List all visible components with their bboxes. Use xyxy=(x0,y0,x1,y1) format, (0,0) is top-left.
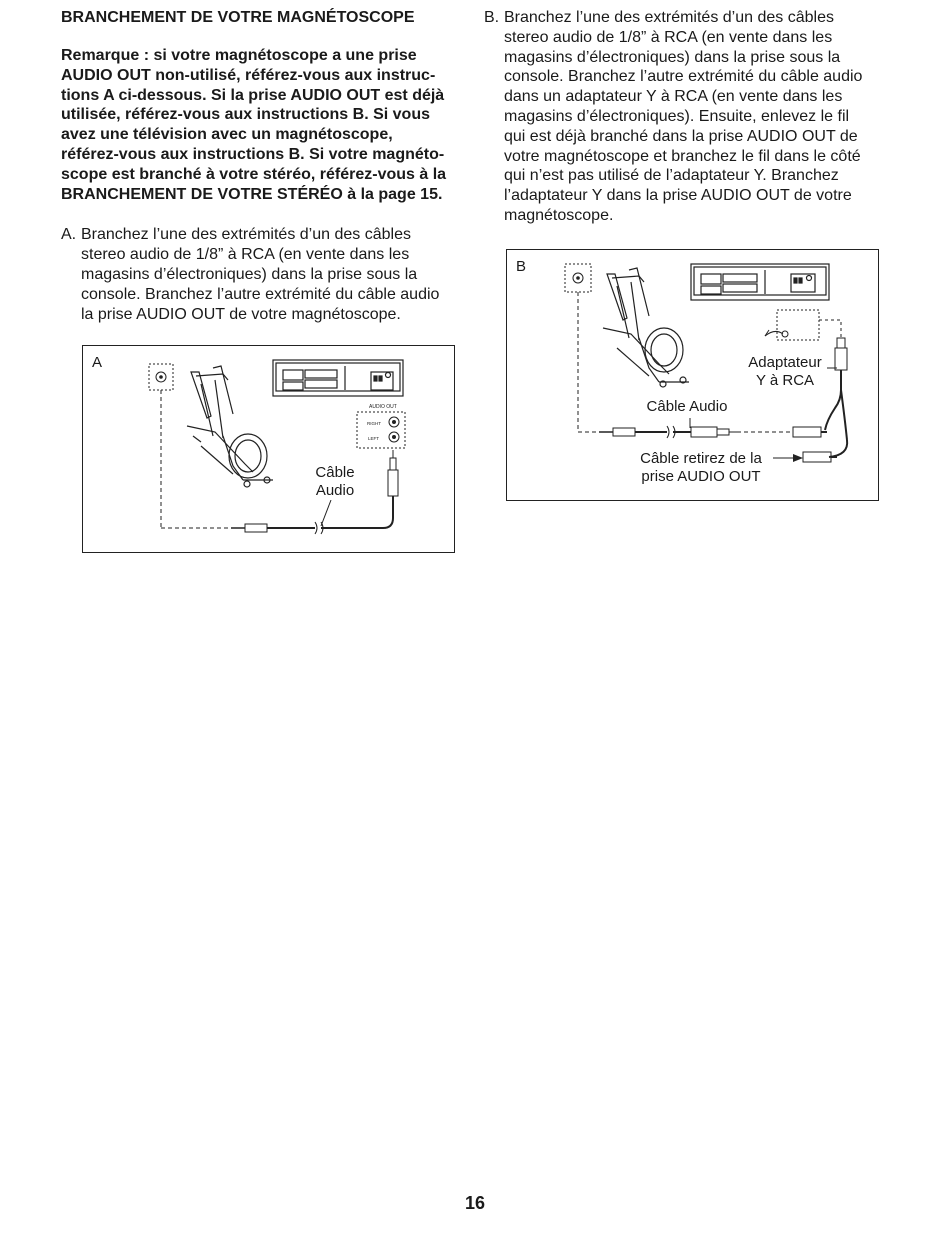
audio-out-label: AUDIO OUT xyxy=(369,404,397,410)
step-b xyxy=(484,8,884,226)
elliptical-trainer-icon xyxy=(603,268,689,387)
removed-cable-plug-icon xyxy=(803,452,837,462)
right-jack-label: RIGHT xyxy=(367,421,381,426)
step-line: stereo audio de 1/8” à RCA (en vente dans les xyxy=(504,28,833,46)
note-line: AUDIO OUT non-utilisé, référez-vous aux instruc- xyxy=(61,66,436,84)
step-line: magasins d’électroniques). Ensuite, enlevez le fil xyxy=(504,107,850,125)
rca-plug-icon xyxy=(388,450,398,496)
figure-letter: A xyxy=(92,354,103,371)
left-jack-label: LEFT xyxy=(368,436,380,441)
dashed-cable-line xyxy=(819,320,841,338)
note-line: BRANCHEMENT DE VOTRE STÉRÉO à la page 15. xyxy=(61,185,443,203)
label-line: Audio xyxy=(315,482,355,499)
vcr-icon xyxy=(691,264,829,300)
important-note xyxy=(61,46,461,204)
step-a xyxy=(61,225,461,324)
console-jack-icon xyxy=(149,364,173,390)
figure-letter: B xyxy=(516,258,527,275)
audio-cable-line xyxy=(321,496,393,528)
vcr-icon xyxy=(273,360,403,396)
audio-out-panel xyxy=(765,310,819,340)
step-line: qui est déjà branché dans la prise AUDIO OUT de xyxy=(504,127,858,145)
step-line: dans un adaptateur Y à RCA (en vente dans les xyxy=(504,88,843,106)
rca-plug-icon xyxy=(691,427,737,437)
note-line: référez-vous aux instructions B. Si votre magnéto- xyxy=(61,145,445,163)
step-line: console. Branchez l’autre extrémité du câble audio xyxy=(81,285,440,303)
elliptical-trainer-icon xyxy=(187,366,273,487)
right-column xyxy=(484,8,884,226)
note-line: tions A ci-dessous. Si la prise AUDIO OUT est déjà xyxy=(61,86,445,104)
step-line: qui n’est pas utilisé de l’adaptateur Y. Branchez xyxy=(504,167,839,185)
adapter-label xyxy=(743,354,827,390)
figure-a xyxy=(82,345,455,553)
note-line: avez une télévision avec un magnétoscope, xyxy=(61,126,393,144)
step-line: votre magnétoscope et branchez le fil dans le côté xyxy=(504,147,861,165)
step-line: magnétoscope. xyxy=(504,206,614,224)
step-line: magasins d’électroniques) dans la prise sous la xyxy=(81,265,418,283)
label-line: Y à RCA xyxy=(755,372,815,389)
page-number: 16 xyxy=(464,1193,486,1213)
figure-b xyxy=(506,249,879,501)
step-line: stereo audio de 1/8” à RCA (en vente dans les xyxy=(81,246,410,264)
mini-plug-icon xyxy=(231,524,315,532)
cable-audio-label: Câble Audio xyxy=(639,398,735,416)
adapter-jack-icon xyxy=(793,427,827,437)
audio-out-panel xyxy=(357,412,405,448)
label-leader-line xyxy=(321,500,331,526)
left-column xyxy=(61,8,461,324)
step-letter: B. xyxy=(484,9,500,26)
removed-cable-label xyxy=(629,450,773,486)
section-heading: BRANCHEMENT DE VOTRE MAGNÉTOSCOPE xyxy=(61,9,415,26)
y-adapter-icon xyxy=(825,338,847,457)
note-line: Remarque : si votre magnétoscope a une prise xyxy=(61,47,417,64)
step-line: magasins d’électroniques) dans la prise sous la xyxy=(504,48,841,66)
step-line: la prise AUDIO OUT de votre magnétoscope. xyxy=(81,305,401,323)
arrow-head-icon xyxy=(793,454,803,462)
label-line: Câble retirez de la xyxy=(640,450,762,467)
figure-a-diagram xyxy=(83,346,454,552)
cable-audio-label xyxy=(309,464,361,500)
note-line: utilisée, référez-vous aux instructions B. Si vous xyxy=(61,106,430,124)
step-line: console. Branchez l’autre extrémité du câble audio xyxy=(504,68,863,86)
step-line: Branchez l’une des extrémités d’un des câbles xyxy=(81,226,411,244)
note-line: scope est branché à votre stéréo, référez-vous à la xyxy=(61,165,447,183)
label-line: Câble xyxy=(315,464,355,481)
step-letter: A. xyxy=(61,226,77,244)
label-line: Adaptateur xyxy=(748,354,822,371)
console-jack-icon xyxy=(565,264,591,292)
step-line: l’adaptateur Y dans la prise AUDIO OUT de votre xyxy=(504,187,852,205)
step-line: Branchez l’une des extrémités d’un des câbles xyxy=(504,9,834,26)
label-line: prise AUDIO OUT xyxy=(641,468,761,485)
mini-plug-icon xyxy=(599,428,667,436)
